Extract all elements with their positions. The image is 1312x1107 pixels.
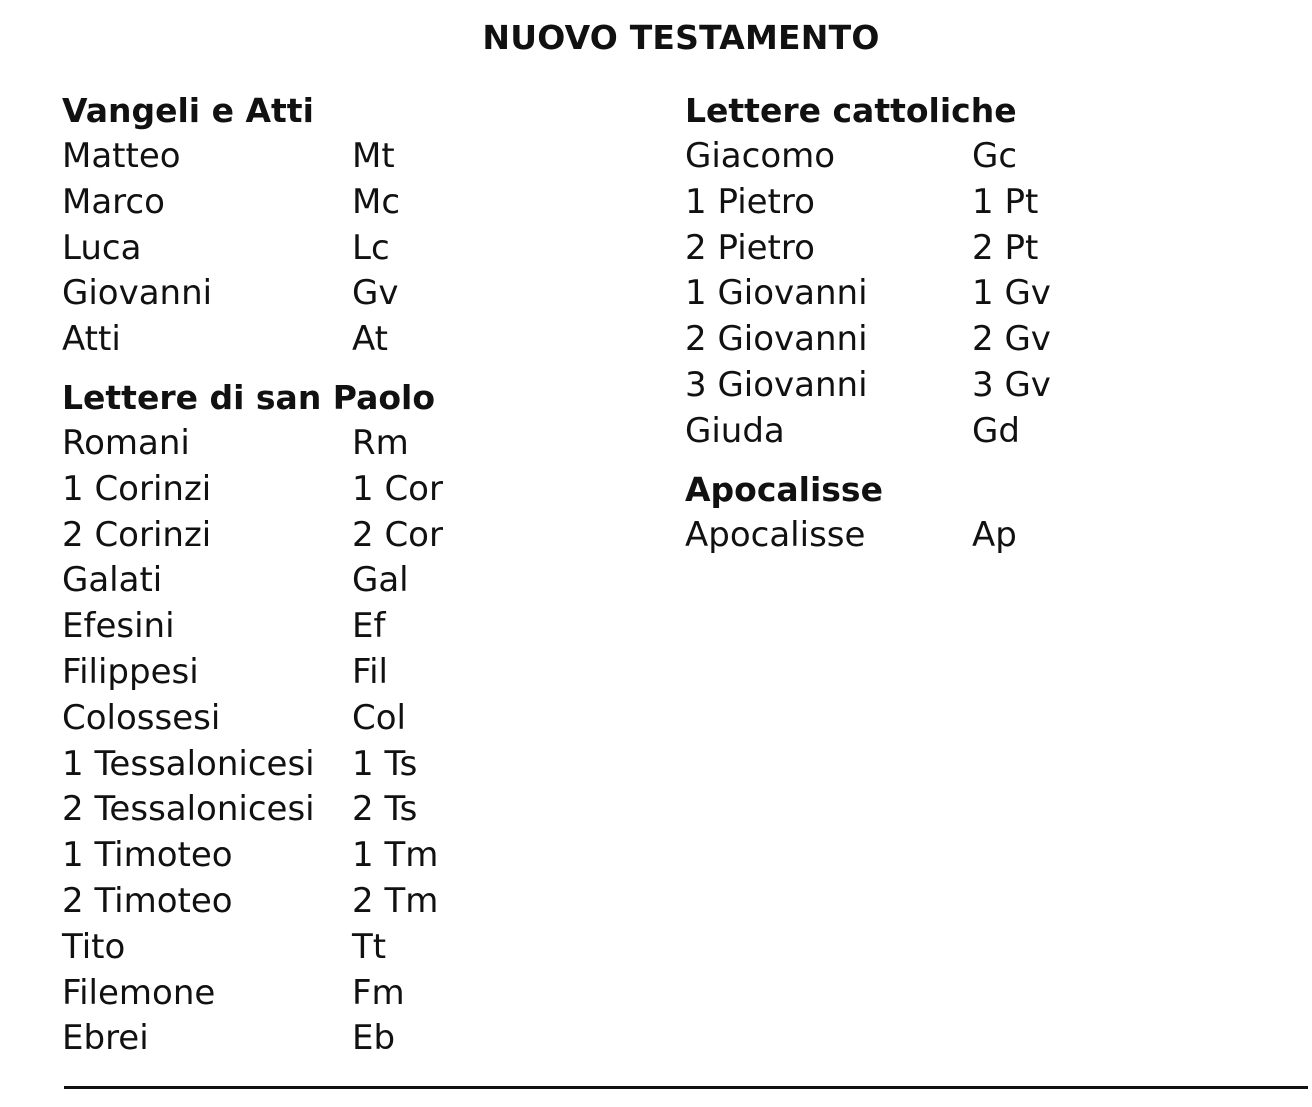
book-abbreviation: 2 Ts [352,789,418,830]
book-row [685,226,1051,272]
section-lettere-di-san-paolo [62,375,443,1062]
book-abbreviation: Tt [352,926,387,967]
section-heading: Vangeli e Atti [62,91,314,130]
book-abbreviation: 2 Tm [352,880,439,921]
section-gap [62,363,443,375]
book-name: 3 Giovanni [685,364,868,405]
book-row [62,513,443,559]
book-row [62,604,443,650]
book-row [685,363,1051,409]
book-name: 1 Corinzi [62,468,212,509]
book-row [62,226,443,272]
book-name: 2 Timoteo [62,880,233,921]
section-vangeli-e-atti [62,88,443,363]
book-name: Giacomo [685,136,836,176]
book-abbreviation: Lc [352,227,390,268]
book-name: 2 Pietro [685,227,815,268]
book-name: Atti [62,319,121,360]
book-name: 2 Giovanni [685,319,868,360]
book-row [62,925,443,971]
book-name: Giovanni [62,273,213,314]
book-name: Giuda [685,410,785,451]
book-abbreviation: 1 Tm [352,835,439,876]
book-row [62,742,443,788]
book-name: Galati [62,560,163,601]
book-abbreviation: Gal [352,560,409,601]
book-row [62,467,443,513]
book-abbreviation: Mt [352,136,395,176]
book-row [685,513,1051,559]
section-heading: Lettere di san Paolo [62,377,436,417]
book-abbreviation: Col [352,697,406,738]
book-abbreviation: Ef [352,606,386,647]
book-name: 1 Tessalonicesi [62,743,315,784]
book-abbreviation: Eb [352,1018,396,1059]
book-name: Filippesi [62,651,199,692]
book-row [62,879,443,925]
book-row [62,421,443,467]
book-name: 1 Timoteo [62,835,233,876]
book-name: Marco [62,181,165,222]
book-name: 1 Pietro [685,181,815,222]
book-row [62,134,443,180]
book-row [685,271,1051,317]
book-abbreviation: 2 Pt [972,227,1039,268]
section-apocalisse [685,467,1051,559]
book-name: Romani [62,422,190,463]
book-abbreviation: Fm [352,972,405,1013]
book-name: Filemone [62,972,216,1013]
book-row [685,317,1051,363]
book-name: 2 Corinzi [62,514,212,555]
book-name: Luca [62,227,142,268]
book-name: Efesini [62,606,175,647]
book-abbreviation: Gv [352,273,399,314]
book-row [62,180,443,226]
book-row [62,787,443,833]
book-row [62,971,443,1017]
book-row [62,696,443,742]
section-heading: Lettere cattoliche [685,91,1017,130]
book-row [685,180,1051,226]
left-column [62,88,443,1062]
book-name: Ebrei [62,1018,149,1059]
bottom-rule [64,1086,1308,1089]
book-name: 2 Tessalonicesi [62,789,315,830]
book-row [685,134,1051,180]
book-abbreviation: Rm [352,422,409,463]
book-abbreviation: Fil [352,651,388,692]
book-abbreviation: 2 Cor [352,514,443,555]
book-row [62,558,443,604]
book-row [62,650,443,696]
book-row [62,271,443,317]
section-lettere-cattoliche [685,88,1051,455]
book-name: Apocalisse [685,514,866,555]
book-name: Matteo [62,136,181,176]
book-abbreviation: 1 Cor [352,468,443,509]
section-gap [685,455,1051,467]
book-abbreviation: Gc [972,136,1018,176]
book-abbreviation: Ap [972,514,1017,555]
book-row [685,409,1051,455]
book-abbreviation: 3 Gv [972,364,1051,405]
book-abbreviation: 1 Pt [972,181,1039,222]
book-abbreviation: 1 Gv [972,273,1051,314]
book-row [62,833,443,879]
book-abbreviation: Mc [352,181,401,222]
book-row [62,317,443,363]
book-name: Colossesi [62,697,221,738]
book-name: Tito [62,926,126,967]
book-abbreviation: Gd [972,410,1020,451]
book-abbreviation: 2 Gv [972,319,1051,360]
section-heading: Apocalisse [685,469,883,509]
book-abbreviation: 1 Ts [352,743,418,784]
book-name: 1 Giovanni [685,273,868,314]
page-title: NUOVO TESTAMENTO [482,18,880,57]
book-abbreviation: At [352,319,388,360]
right-column [685,88,1051,558]
book-row [62,1016,443,1062]
